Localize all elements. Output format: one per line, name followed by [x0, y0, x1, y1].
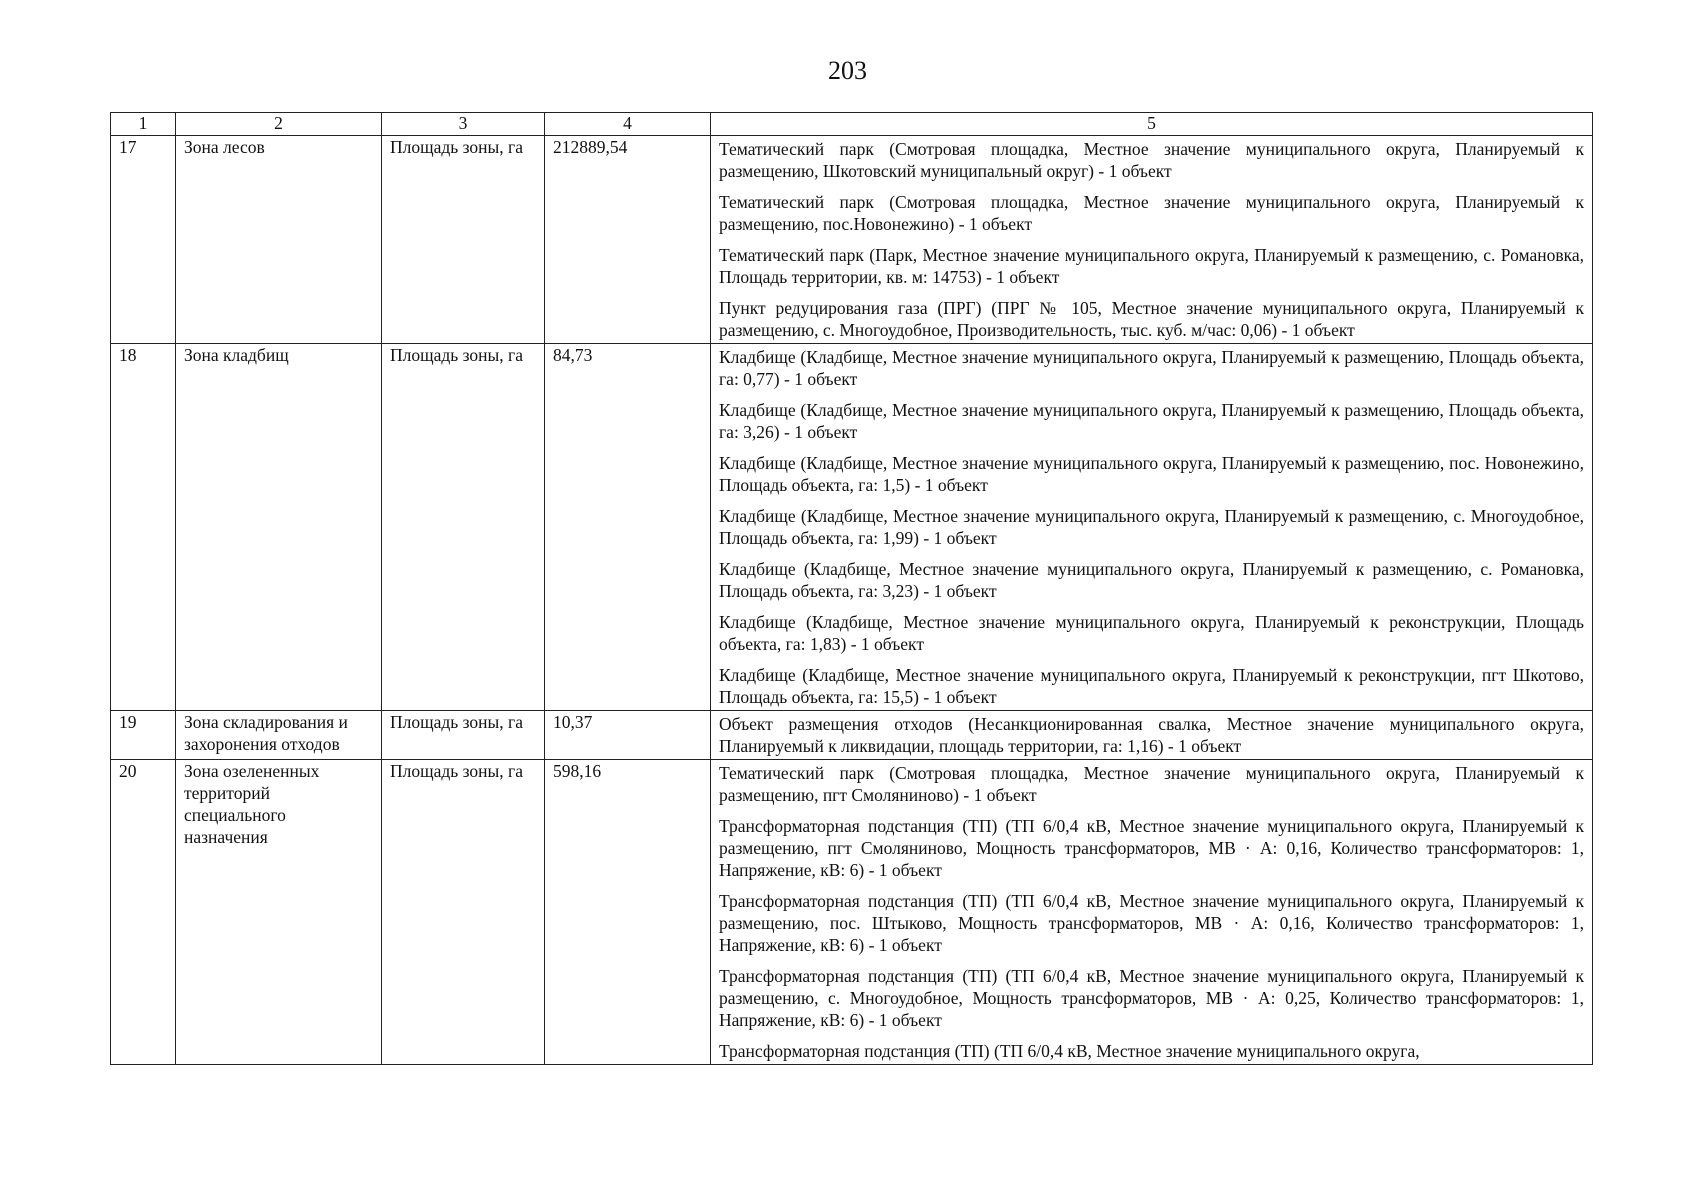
- table-row: [111, 711, 1593, 760]
- column-header: 1: [111, 113, 176, 136]
- objects-cell: [711, 344, 1593, 711]
- page-number: 203: [828, 56, 867, 85]
- object-entry: Кладбище (Кладбище, Местное значение муниципального округа, Планируемый к реконструкции, Площадь объекта, га: 1,83) - 1 объект: [719, 612, 1584, 654]
- object-entry: Кладбище (Кладбище, Местное значение муниципального округа, Планируемый к размещению, с. Многоудобное, Площадь объекта, га: 1,99) - 1 объект: [719, 506, 1584, 548]
- object-entry: Кладбище (Кладбище, Местное значение муниципального округа, Планируемый к реконструкции, пгт Шкотово, Площадь объекта, га: 15,5) - 1 объект: [719, 665, 1584, 707]
- object-entry: Трансформаторная подстанция (ТП) (ТП 6/0,4 кВ, Местное значение муниципального округа, Планируемый к размещению, пос. Штыково, Мощность трансформаторов, МВ · А: 0,16, Количество трансформаторов: 1, Напряжение, кВ: 6) - 1 объект: [719, 891, 1584, 955]
- parameter-name: Площадь зоны, га: [382, 344, 545, 711]
- row-number: 18: [111, 344, 176, 711]
- zone-name: Зона кладбищ: [176, 344, 382, 711]
- object-entry: Тематический парк (Смотровая площадка, Местное значение муниципального округа, Планируемый к размещению, Шкотовский муниципальный округ) - 1 объект: [719, 139, 1584, 181]
- object-entry: Кладбище (Кладбище, Местное значение муниципального округа, Планируемый к размещению, пос. Новонежино, Площадь объекта, га: 1,5) - 1 объект: [719, 453, 1584, 495]
- column-header: 5: [711, 113, 1593, 136]
- object-entry: Трансформаторная подстанция (ТП) (ТП 6/0,4 кВ, Местное значение муниципального округа, Планируемый к размещению, пгт Смоляниново, Мощность трансформаторов, МВ · А: 0,16, Количество трансформаторов: 1, Напряжение, кВ: 6) - 1 объект: [719, 816, 1584, 880]
- parameter-value: 212889,54: [545, 136, 711, 344]
- object-entry: Кладбище (Кладбище, Местное значение муниципального округа, Планируемый к размещению, Площадь объекта, га: 3,26) - 1 объект: [719, 400, 1584, 442]
- table-row: [111, 760, 1593, 1065]
- object-entry: Тематический парк (Парк, Местное значение муниципального округа, Планируемый к размещению, с. Романовка, Площадь территории, кв. м: 14753) - 1 объект: [719, 245, 1584, 287]
- objects-cell: [711, 711, 1593, 760]
- parameter-name: Площадь зоны, га: [382, 711, 545, 760]
- column-header: 4: [545, 113, 711, 136]
- objects-cell: [711, 136, 1593, 344]
- zone-name: Зона лесов: [176, 136, 382, 344]
- row-number: 20: [111, 760, 176, 1065]
- column-header: 2: [176, 113, 382, 136]
- table-row: [111, 136, 1593, 344]
- row-number: 17: [111, 136, 176, 344]
- object-entry: Тематический парк (Смотровая площадка, Местное значение муниципального округа, Планируемый к размещению, пгт Смоляниново) - 1 объект: [719, 763, 1584, 805]
- row-number: 19: [111, 711, 176, 760]
- object-entry: Трансформаторная подстанция (ТП) (ТП 6/0,4 кВ, Местное значение муниципального округа,: [719, 1041, 1420, 1061]
- parameter-value: 10,37: [545, 711, 711, 760]
- parameter-name: Площадь зоны, га: [382, 136, 545, 344]
- object-entry: Объект размещения отходов (Несанкционированная свалка, Местное значение муниципального округа, Планируемый к ликвидации, площадь территории, га: 1,16) - 1 объект: [719, 714, 1584, 756]
- object-entry: Кладбище (Кладбище, Местное значение муниципального округа, Планируемый к размещению, Площадь объекта, га: 0,77) - 1 объект: [719, 347, 1584, 389]
- object-entry: Тематический парк (Смотровая площадка, Местное значение муниципального округа, Планируемый к размещению, пос.Новонежино) - 1 объект: [719, 192, 1584, 234]
- parameter-value: 84,73: [545, 344, 711, 711]
- table-row: [111, 344, 1593, 711]
- zone-name: Зона складирования и захоронения отходов: [176, 711, 382, 760]
- zone-name: Зона озелененных территорий специального назначения: [176, 760, 382, 1065]
- table-header-row: [111, 113, 1593, 136]
- zones-table: [110, 112, 1593, 1065]
- objects-cell: [711, 760, 1593, 1065]
- object-entry: Кладбище (Кладбище, Местное значение муниципального округа, Планируемый к размещению, с. Романовка, Площадь объекта, га: 3,23) - 1 объект: [719, 559, 1584, 601]
- parameter-value: 598,16: [545, 760, 711, 1065]
- parameter-name: Площадь зоны, га: [382, 760, 545, 1065]
- object-entry: Пункт редуцирования газа (ПРГ) (ПРГ № 105, Местное значение муниципального округа, Планируемый к размещению, с. Многоудобное, Производительность, тыс. куб. м/час: 0,06) - 1 объект: [719, 298, 1584, 340]
- object-entry: Трансформаторная подстанция (ТП) (ТП 6/0,4 кВ, Местное значение муниципального округа, Планируемый к размещению, с. Многоудобное, Мощность трансформаторов, МВ · А: 0,25, Количество трансформаторов: 1, Напряжение, кВ: 6) - 1 объект: [719, 966, 1584, 1030]
- column-header: 3: [382, 113, 545, 136]
